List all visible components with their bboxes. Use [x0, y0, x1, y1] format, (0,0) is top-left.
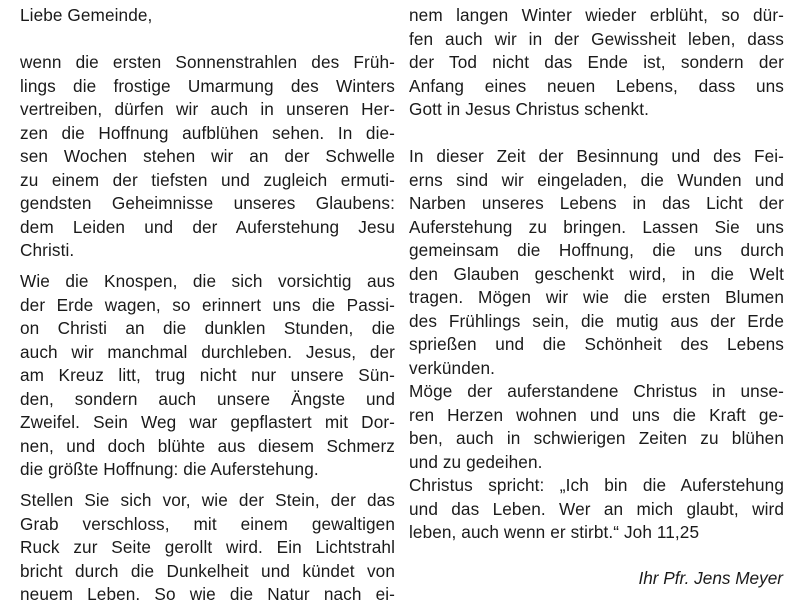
paragraph-line: Wie die Knospen, die sich vorsichtig aus — [20, 271, 395, 291]
paragraph-line: gemeinsam die Hoffnung, die uns durch — [409, 240, 784, 260]
paragraph-line: wenn die ersten Sonnenstrahlen des Früh- — [20, 52, 395, 72]
paragraph-line: Auferstehung zu bringen. Lassen Sie uns — [409, 216, 784, 237]
paragraph-line: In dieser Zeit der Besinnung und des Fei- — [409, 146, 784, 166]
paragraph-line: Christi. — [20, 240, 75, 260]
paragraph-line: verkünden. — [409, 357, 496, 378]
paragraph-line: und das Leben. Wer an mich glaubt, wird — [409, 498, 784, 519]
paragraph-line: zen die Hoffnung aufblühen sehen. In die- — [20, 122, 395, 143]
paragraph-line: neuem Leben. So wie die Natur nach ei- — [20, 584, 395, 604]
paragraph-line: der Tod nicht das Ende ist, sondern der — [409, 52, 784, 72]
signature: Ihr Pfr. Jens Meyer — [638, 568, 783, 588]
paragraph-line: auch wir manchmal durchleben. Jesus, der — [20, 341, 395, 362]
paragraph-line: zu einem der tiefsten und zugleich ermuti- — [20, 169, 395, 190]
paragraph-line: sen Wochen stehen wir an der Schwelle — [20, 146, 395, 166]
paragraph-line: dem Leiden und der Auferstehung Jesu — [20, 216, 395, 237]
paragraph-line: nen, und doch blühte aus diesem Schmerz — [20, 435, 395, 456]
paragraph-line: des Frühlings sein, die mutig aus der Erde — [409, 310, 784, 331]
paragraph-line: ren Herzen wohnen und uns die Kraft ge- — [409, 404, 784, 425]
paragraph-line: Narben unseres Lebens in das Licht der — [409, 193, 784, 213]
paragraph-line: Stellen Sie sich vor, wie der Stein, der das — [20, 490, 395, 510]
paragraph-line: ben, auch in schwierigen Zeiten zu blühen — [409, 428, 784, 448]
salutation: Liebe Gemeinde, — [20, 5, 153, 25]
paragraph-line: am Kreuz litt, trug nicht nur unsere Sün- — [20, 365, 395, 385]
paragraph-line: Möge der auferstandene Christus in unse- — [409, 381, 784, 401]
paragraph-line: den, sondern auch unsere Ängste und — [20, 388, 395, 409]
paragraph-line: Grab verschloss, mit einem gewaltigen — [20, 513, 395, 534]
paragraph-line: Anfang eines neuen Lebens, dass uns — [409, 75, 784, 96]
paragraph-line: fen auch wir in der Gewissheit leben, dass — [409, 28, 784, 49]
paragraph-line: vertreiben, dürfen wir auch in unseren Her- — [20, 99, 395, 119]
paragraph-line: lings die frostige Umarmung des Winters — [20, 75, 395, 96]
paragraph-line: Ruck zur Seite gerollt wird. Ein Lichtstrahl — [20, 537, 395, 557]
paragraph-line: leben, auch wenn er stirbt.“ Joh 11,25 — [409, 522, 700, 542]
paragraph-line: den Glauben geschenkt wird, in die Welt — [409, 263, 784, 284]
paragraph-line: der Erde wagen, so erinnert uns die Passi- — [20, 294, 395, 315]
paragraph-line: die größte Hoffnung: die Auferstehung. — [20, 459, 319, 479]
paragraph-line: tragen. Mögen wir wie die ersten Blumen — [409, 287, 784, 307]
paragraph-line: erns sind wir eingeladen, die Wunden und — [409, 169, 784, 190]
paragraph-line: Gott in Jesus Christus schenkt. — [409, 99, 649, 119]
paragraph-line: Zweifel. Sein Weg war gepflastert mit Dor- — [20, 412, 395, 432]
paragraph-line: Christus spricht: „Ich bin die Auferstehung — [409, 475, 784, 495]
paragraph-line: und zu gedeihen. — [409, 451, 543, 472]
paragraph-line: sprießen und die Schönheit des Lebens — [409, 334, 784, 354]
paragraph-line: nem langen Winter wieder erblüht, so dür- — [409, 5, 784, 25]
paragraph-line: gendsten Geheimnisse unseres Glaubens: — [20, 193, 395, 213]
paragraph-line: bricht durch die Dunkelheit und kündet von — [20, 560, 395, 581]
paragraph-line: on Christi an die dunklen Stunden, die — [20, 318, 395, 338]
